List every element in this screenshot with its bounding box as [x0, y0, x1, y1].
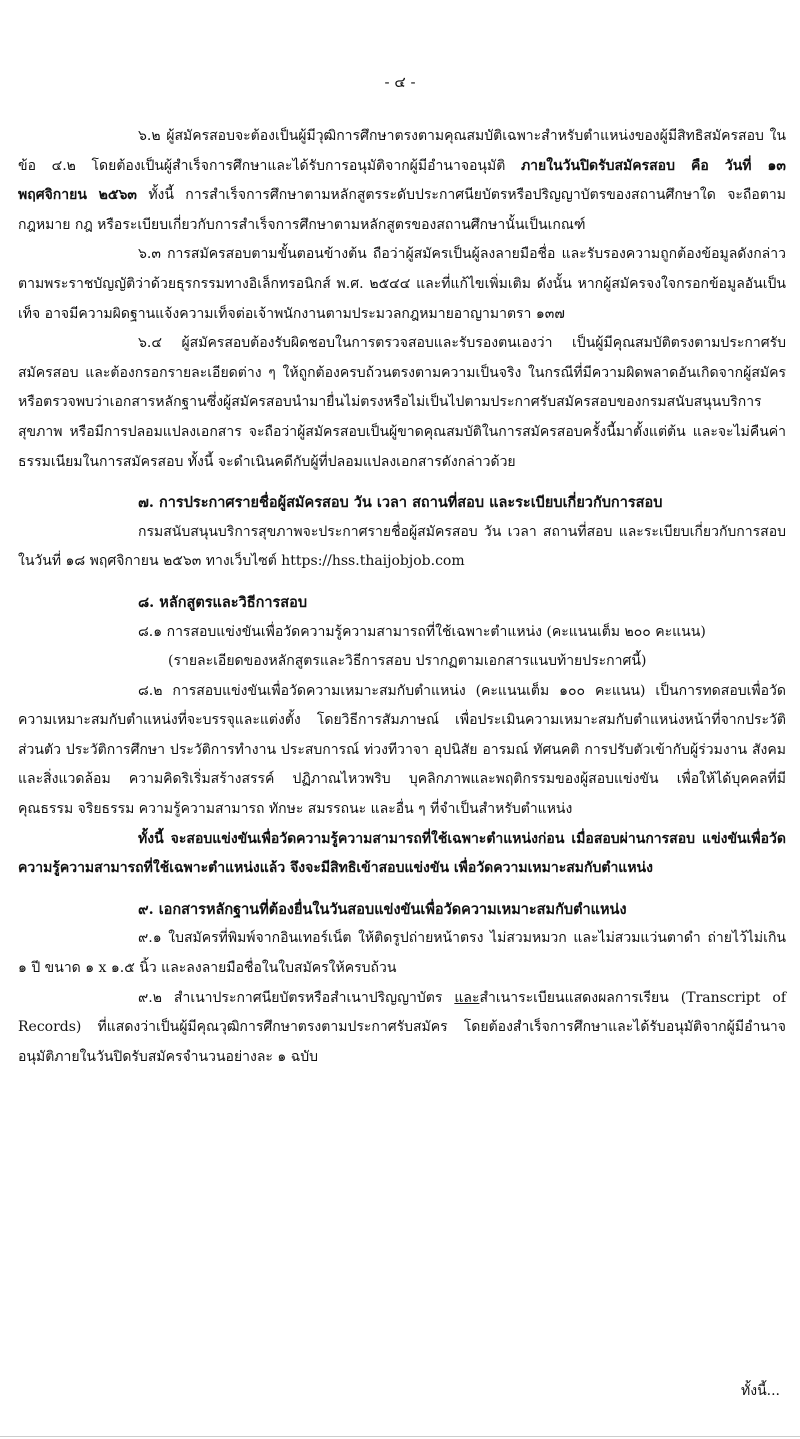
- paragraph-6-4: ๖.๔ ผู้สมัครสอบต้องรับผิดชอบในการตรวจสอบและรับรองตนเองว่า เป็นผู้มีคุณสมบัติตรงตามประกาศรับสมัครสอบ และต้องกรอกรายละเอียดต่าง ๆ ให้ถูกต้องครบถ้วนตรงตามความเป็นจริง ในกรณีที่มีความผิดพลาดอันเกิดจากผู้สมัคร หรือตรวจพบว่าเอกสารหลักฐานซึ่งผู้สมัครสอบนำมายื่นไม่ตรงหรือไม่เป็นไปตามประกาศรับสมัครสอบของกรมสนับสนุนบริการสุขภาพ หรือมีการปลอมแปลงเอกสาร จะถือว่าผู้สมัครสอบเป็นผู้ขาดคุณสมบัติในการสมัครสอบครั้งนี้มาตั้งแต่ต้น และจะไม่คืนค่าธรรมเนียมในการสมัครสอบ ทั้งนี้ จะดำเนินคดีกับผู้ที่ปลอมแปลงเอกสารดังกล่าวด้วย: [18, 335, 786, 470]
- paragraph-8-1: ๘.๑ การสอบแข่งขันเพื่อวัดความรู้ความสามารถที่ใช้เฉพาะตำแหน่ง (คะแนนเต็ม ๒๐๐ คะแนน): [138, 623, 706, 640]
- section-9-heading: ๙. เอกสารหลักฐานที่ต้องยื่นในวันสอบแข่งขันเพื่อวัดความเหมาะสมกับตำแหน่ง: [138, 900, 627, 918]
- deadline-bold: ภายในวันปิดรับสมัครสอบ คือ วันที่ ๑๓ พฤศจิกายน ๒๕๖๓: [18, 157, 787, 204]
- paragraph-7-body: กรมสนับสนุนบริการสุขภาพจะประกาศรายชื่อผู้สมัครสอบ วัน เวลา สถานที่สอบ และระเบียบเกี่ยวกับการสอบ ในวันที่ ๑๘ พฤศจิกายน ๒๕๖๓ ทางเว็บไซต์ https://hss.thaijobjob.com: [18, 523, 786, 570]
- paragraph-9-2: ๙.๒ สำเนาประกาศนียบัตรหรือสำเนาปริญญาบัตร และสำเนาระเบียนแสดงผลการเรียน (Transcript of Records) ที่แสดงว่าเป็นผู้มีคุณวุฒิการศึกษาตรงตามประกาศรับสมัคร โดยต้องสำเร็จการศึกษาและได้รับอนุมัติจากผู้มีอำนาจอนุมัติภายในวันปิดรับสมัครจำนวนอย่างละ ๑ ฉบับ: [18, 989, 786, 1065]
- paragraph-6-2: ๖.๒ ผู้สมัครสอบจะต้องเป็นผู้มีวุฒิการศึกษาตรงตามคุณสมบัติเฉพาะสำหรับตำแหน่งของผู้มีสิทธิสมัครสอบ ในข้อ ๔.๒ โดยต้องเป็นผู้สำเร็จการศึกษาและได้รับการอนุมัติจากผู้มีอำนาจอนุมัติ ภายในวันปิดรับสมัครสอบ คือ วันที่ ๑๓ พฤศจิกายน ๒๕๖๓ ทั้งนี้ การสำเร็จการศึกษาตามหลักสูตรระดับประกาศนียบัตรหรือปริญญาบัตรของสถานศึกษาใด จะถือตามกฎหมาย กฎ หรือระเบียบเกี่ยวกับการสำเร็จการศึกษาตามหลักสูตรของสถานศึกษานั้นเป็นเกณฑ์: [18, 128, 787, 233]
- section-8-heading: ๘. หลักสูตรและวิธีการสอบ: [138, 593, 308, 611]
- continue-marker: ทั้งนี้...: [741, 1383, 780, 1399]
- underlined-and: และ: [454, 989, 480, 1006]
- scan-edge-line: [0, 1436, 800, 1437]
- section-7-heading: ๗. การประกาศรายชื่อผู้สมัครสอบ วัน เวลา สถานที่สอบ และระเบียบเกี่ยวกับการสอบ: [138, 494, 663, 512]
- paragraph-6-3: ๖.๓ การสมัครสอบตามขั้นตอนข้างต้น ถือว่าผู้สมัครเป็นผู้ลงลายมือชื่อ และรับรองความถูกต้องข้อมูลดังกล่าว ตามพระราชบัญญัติว่าด้วยธุรกรรมทางอิเล็กทรอนิกส์ พ.ศ. ๒๕๔๔ และที่แก้ไขเพิ่มเติม ดังนั้น หากผู้สมัครจงใจกรอกข้อมูลอันเป็นเท็จ อาจมีความผิดฐานแจ้งความเท็จต่อเจ้าพนักงานตามประมวลกฎหมายอาญามาตรา ๑๓๗: [18, 246, 786, 322]
- page-number: - ๔ -: [384, 73, 416, 91]
- paragraph-8-note: ทั้งนี้ จะสอบแข่งขันเพื่อวัดความรู้ความสามารถที่ใช้เฉพาะตำแหน่งก่อน เมื่อสอบผ่านการสอบ แข่งขันเพื่อวัดความรู้ความสามารถที่ใช้เฉพาะตำแหน่งแล้ว จึงจะมีสิทธิเข้าสอบแข่งขัน เพื่อวัดความเหมาะสมกับตำแหน่ง: [18, 830, 786, 877]
- document-body: [18, 122, 786, 1072]
- paragraph-9-1: ๙.๑ ใบสมัครที่พิมพ์จากอินเทอร์เน็ต ให้ติดรูปถ่ายหน้าตรง ไม่สวมหมวก และไม่สวมแว่นตาดำ ถ่ายไว้ไม่เกิน ๑ ปี ขนาด ๑ x ๑.๕ นิ้ว และลงลายมือชื่อในใบสมัครให้ครบถ้วน: [18, 930, 786, 977]
- paragraph-8-1-note: (รายละเอียดของหลักสูตรและวิธีการสอบ ปรากฏตามเอกสารแนบท้ายประกาศนี้): [168, 653, 647, 670]
- paragraph-8-2: ๘.๒ การสอบแข่งขันเพื่อวัดความเหมาะสมกับตำแหน่ง (คะแนนเต็ม ๑๐๐ คะแนน) เป็นการทดสอบเพื่อวัดความเหมาะสมกับตำแหน่งที่จะบรรจุและแต่งตั้ง โดยวิธีการสัมภาษณ์ เพื่อประเมินความเหมาะสมกับตำแหน่งหน้าที่จากประวัติส่วนตัว ประวัติการศึกษา ประวัติการทำงาน ประสบการณ์ ท่วงทีวาจา อุปนิสัย อารมณ์ ทัศนคติ การปรับตัวเข้ากับผู้ร่วมงาน สังคม และสิ่งแวดล้อม ความคิดริเริ่มสร้างสรรค์ ปฏิภาณไหวพริบ บุคลิกภาพและพฤติกรรมของผู้สอบแข่งขัน เพื่อให้ได้บุคคลที่มีคุณธรรม จริยธรรม ความรู้ความสามารถ ทักษะ สมรรถนะ และอื่น ๆ ที่จำเป็นสำหรับตำแหน่ง: [18, 682, 786, 818]
